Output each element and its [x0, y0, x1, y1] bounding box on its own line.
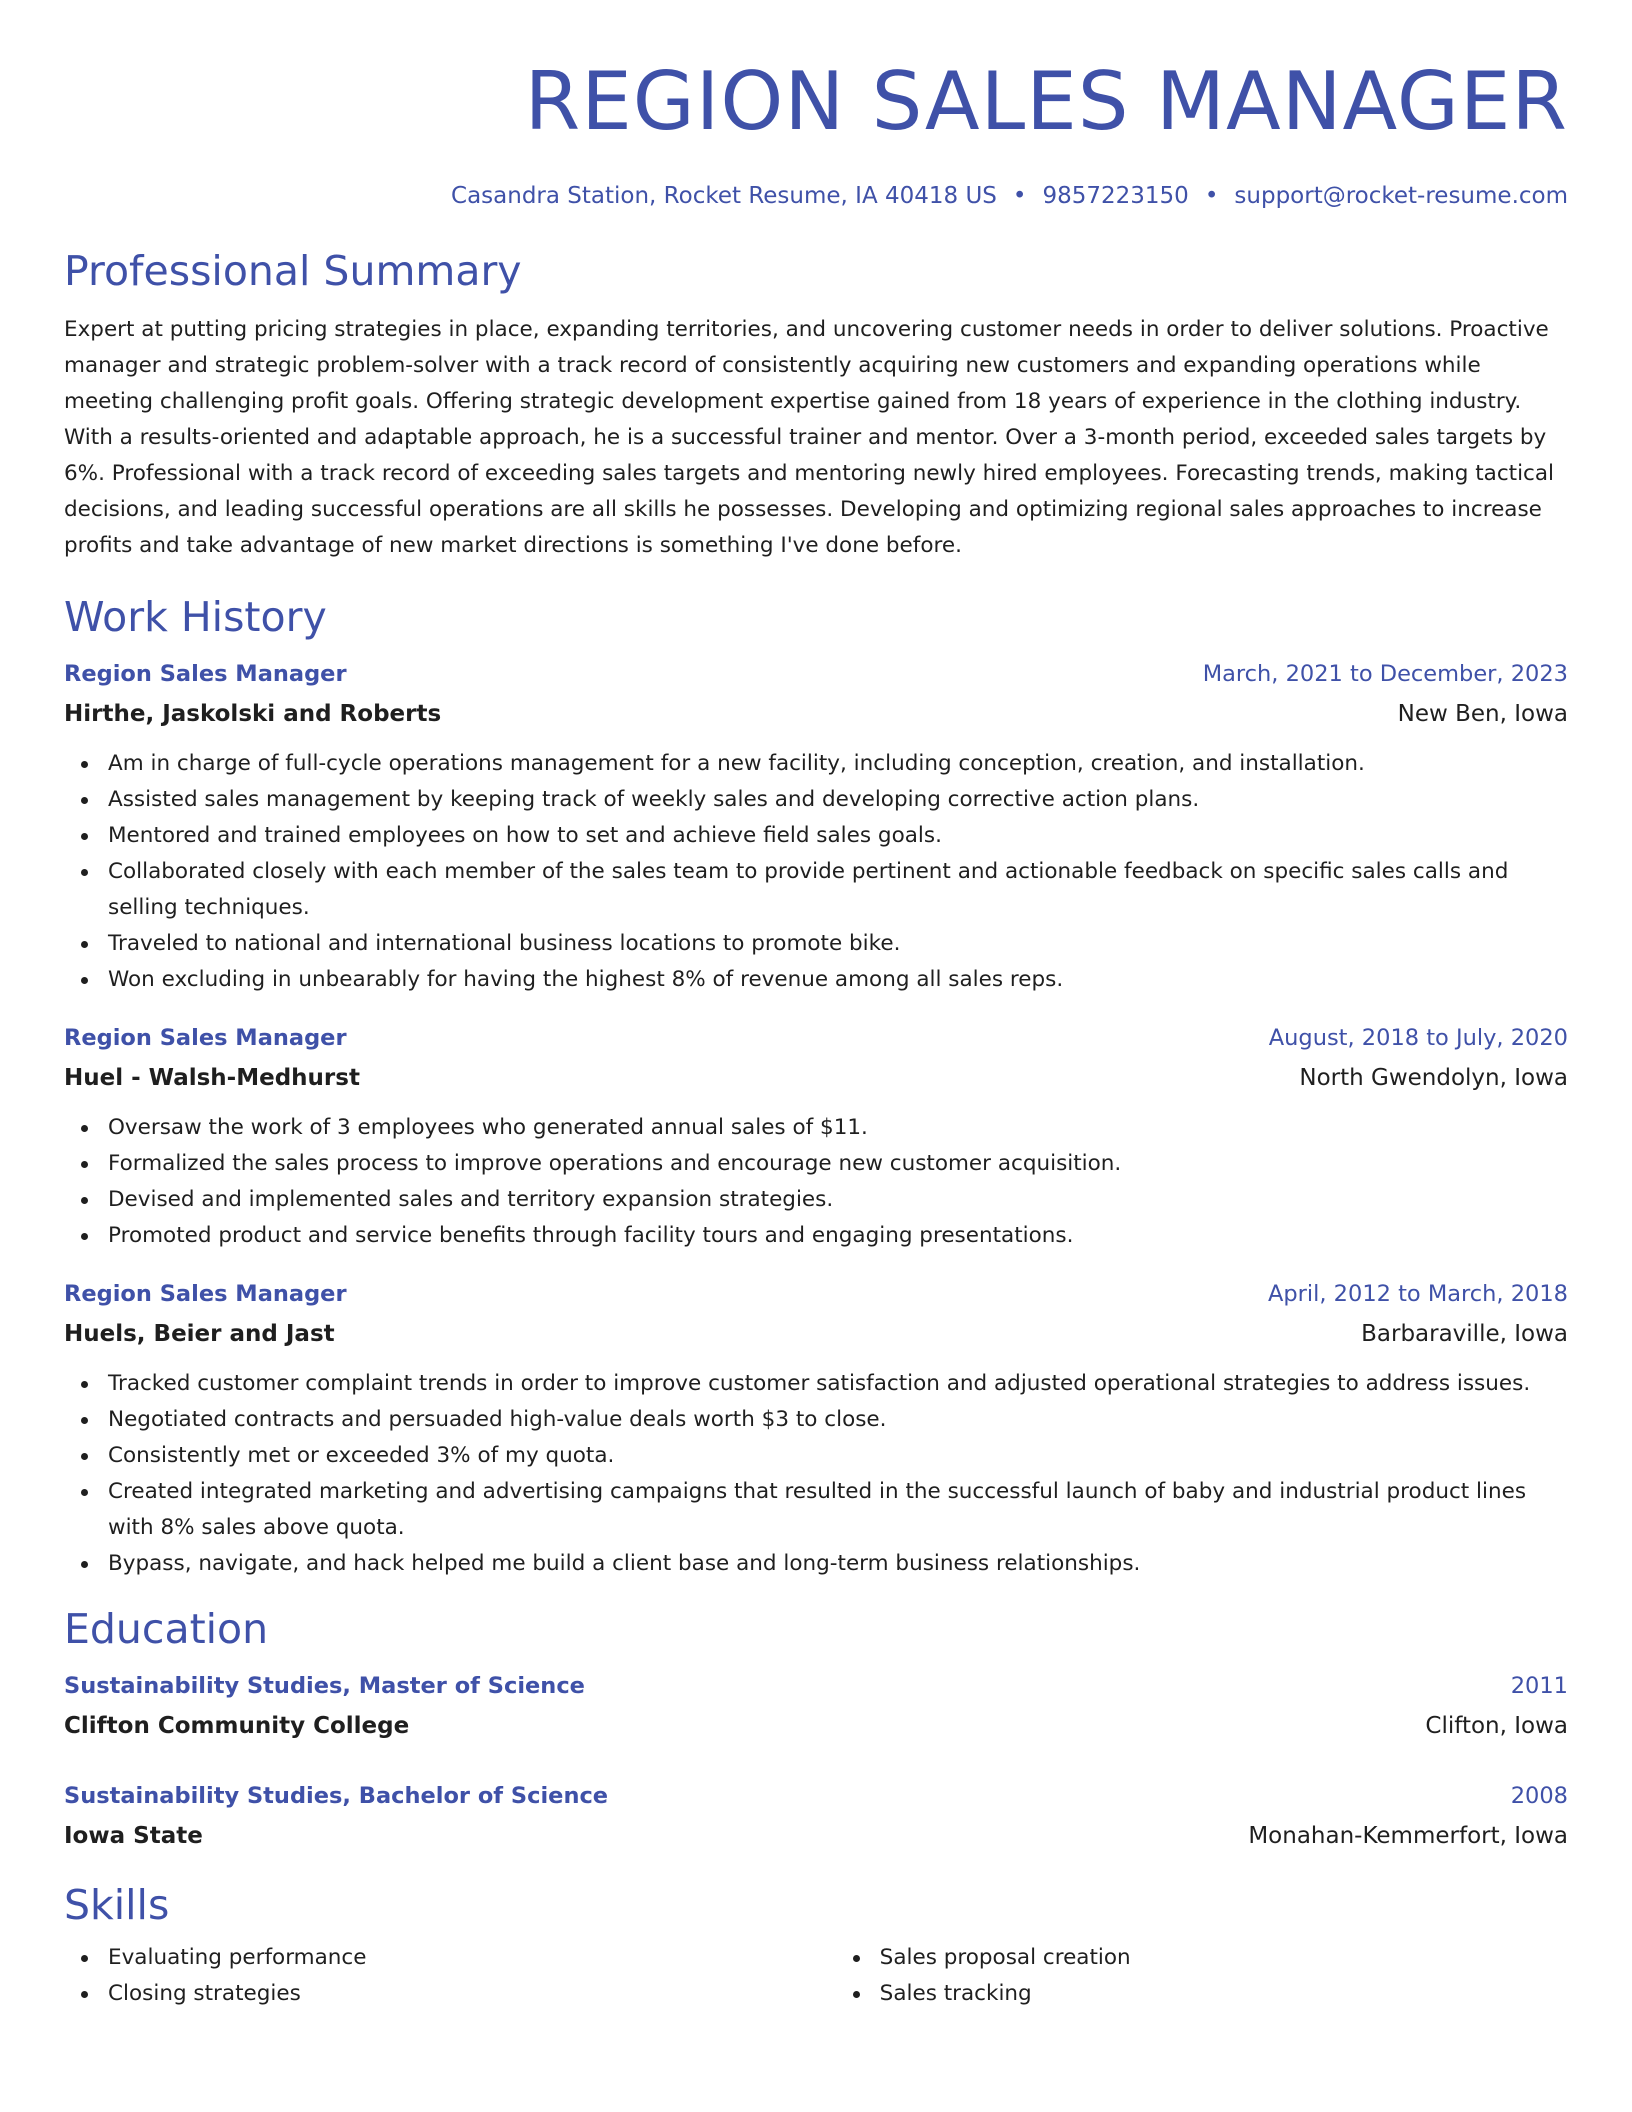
education-year: 2008 — [1510, 1783, 1568, 1809]
list-item: Assisted sales management by keeping track of weekly sales and developing corrective action plans. — [108, 782, 1568, 818]
job-entry — [64, 1018, 1568, 1254]
section-heading-skills: Skills — [64, 1881, 170, 1929]
contact-phone: 9857223150 — [1042, 183, 1189, 209]
section-heading-education: Education — [64, 1605, 269, 1653]
resume-header — [64, 54, 1568, 212]
job-bullets — [64, 746, 1568, 998]
skills-grid — [64, 1940, 1568, 2012]
list-item: Bypass, navigate, and hack helped me build a client base and long-term business relationships. — [108, 1546, 1568, 1582]
list-item: Collaborated closely with each member of the sales team to provide pertinent and actionable feedback on specific sales calls and selling techniques. — [108, 854, 1568, 926]
work-history-section — [64, 592, 1568, 1582]
education-school: Clifton Community College — [64, 1713, 410, 1739]
job-role: Region Sales Manager — [64, 1281, 347, 1307]
job-bullets — [64, 1110, 1568, 1254]
skills-section — [64, 1880, 1568, 2012]
job-role: Region Sales Manager — [64, 1025, 347, 1051]
contact-line — [64, 180, 1568, 212]
list-item: Promoted product and service benefits through facility tours and engaging presentations. — [108, 1218, 1568, 1254]
list-item: Tracked customer complaint trends in order to improve customer satisfaction and adjusted operational strategies to address issues. — [108, 1366, 1568, 1402]
job-title-row — [64, 1274, 1568, 1314]
job-entry — [64, 1274, 1568, 1582]
education-school-row — [64, 1816, 1568, 1856]
section-heading-work: Work History — [64, 593, 327, 641]
education-degree: Sustainability Studies, Bachelor of Science — [64, 1783, 609, 1809]
job-dates: August, 2018 to July, 2020 — [1268, 1025, 1568, 1051]
job-location: New Ben, Iowa — [1397, 701, 1568, 727]
skill-item: Sales proposal creation — [880, 1940, 1568, 1976]
skill-item: Sales tracking — [880, 1976, 1568, 2012]
skill-item: Evaluating performance — [108, 1940, 836, 1976]
job-dates: April, 2012 to March, 2018 — [1267, 1281, 1568, 1307]
job-entry — [64, 654, 1568, 998]
skills-list-right — [836, 1940, 1568, 2012]
contact-email: support@rocket-resume.com — [1234, 183, 1568, 209]
list-item: Oversaw the work of 3 employees who generated annual sales of $11. — [108, 1110, 1568, 1146]
job-company-row — [64, 1058, 1568, 1098]
job-company-row — [64, 1314, 1568, 1354]
education-degree: Sustainability Studies, Master of Science — [64, 1673, 585, 1699]
job-company: Huels, Beier and Jast — [64, 1321, 335, 1347]
list-item: Created integrated marketing and advertising campaigns that resulted in the successful launch of baby and industrial product lines with 8% sales above quota. — [108, 1474, 1568, 1546]
education-degree-row — [64, 1776, 1568, 1816]
education-degree-row — [64, 1666, 1568, 1706]
contact-address: Casandra Station, Rocket Resume, IA 40418 US — [451, 183, 997, 209]
list-item: Consistently met or exceeded 3% of my quota. — [108, 1438, 1568, 1474]
list-item: Negotiated contracts and persuaded high-value deals worth $3 to close. — [108, 1402, 1568, 1438]
summary-section — [64, 246, 1568, 564]
education-section — [64, 1604, 1568, 1856]
section-heading-summary: Professional Summary — [64, 247, 522, 295]
summary-text: Expert at putting pricing strategies in place, expanding territories, and uncovering customer needs in order to deliver solutions. Proactive manager and strategic problem-solver with a track record of consistently acquiring new customers and expanding operations while meeting challenging profit goals. Offering strategic development expertise gained from 18 years of experience in the clothing industry. With a results-oriented and adaptable approach, he is a successful trainer and mentor. Over a 3-month period, exceeded sales targets by 6%. Professional with a track record of exceeding sales targets and mentoring newly hired employees. Forecasting trends, making tactical decisions, and leading successful operations are all skills he possesses. Developing and optimizing regional sales approaches to increase profits and take advantage of new market directions is something I've done before. — [64, 317, 1555, 558]
job-location: North Gwendolyn, Iowa — [1299, 1065, 1568, 1091]
list-item: Won excluding in unbearably for having the highest 8% of revenue among all sales reps. — [108, 962, 1568, 998]
skills-list-left — [64, 1940, 836, 2012]
contact-separator: • — [1012, 183, 1027, 209]
page-title: REGION SALES MANAGER — [524, 55, 1568, 148]
education-year: 2011 — [1510, 1673, 1568, 1699]
list-item: Formalized the sales process to improve operations and encourage new customer acquisition. — [108, 1146, 1568, 1182]
education-school-row — [64, 1706, 1568, 1746]
list-item: Devised and implemented sales and territory expansion strategies. — [108, 1182, 1568, 1218]
job-company: Huel - Walsh-Medhurst — [64, 1065, 360, 1091]
education-entry — [64, 1666, 1568, 1746]
list-item: Mentored and trained employees on how to set and achieve field sales goals. — [108, 818, 1568, 854]
job-role: Region Sales Manager — [64, 661, 347, 687]
education-entry — [64, 1776, 1568, 1856]
job-company: Hirthe, Jaskolski and Roberts — [64, 701, 442, 727]
list-item: Am in charge of full-cycle operations management for a new facility, including conception, creation, and installation. — [108, 746, 1568, 782]
education-location: Monahan-Kemmerfort, Iowa — [1248, 1823, 1568, 1849]
skill-item: Closing strategies — [108, 1976, 836, 2012]
job-company-row — [64, 694, 1568, 734]
job-location: Barbaraville, Iowa — [1361, 1321, 1568, 1347]
contact-separator: • — [1204, 183, 1219, 209]
job-bullets — [64, 1366, 1568, 1582]
education-school: Iowa State — [64, 1823, 203, 1849]
list-item: Traveled to national and international business locations to promote bike. — [108, 926, 1568, 962]
job-dates: March, 2021 to December, 2023 — [1202, 661, 1568, 687]
education-location: Clifton, Iowa — [1425, 1713, 1568, 1739]
job-title-row — [64, 654, 1568, 694]
job-title-row — [64, 1018, 1568, 1058]
